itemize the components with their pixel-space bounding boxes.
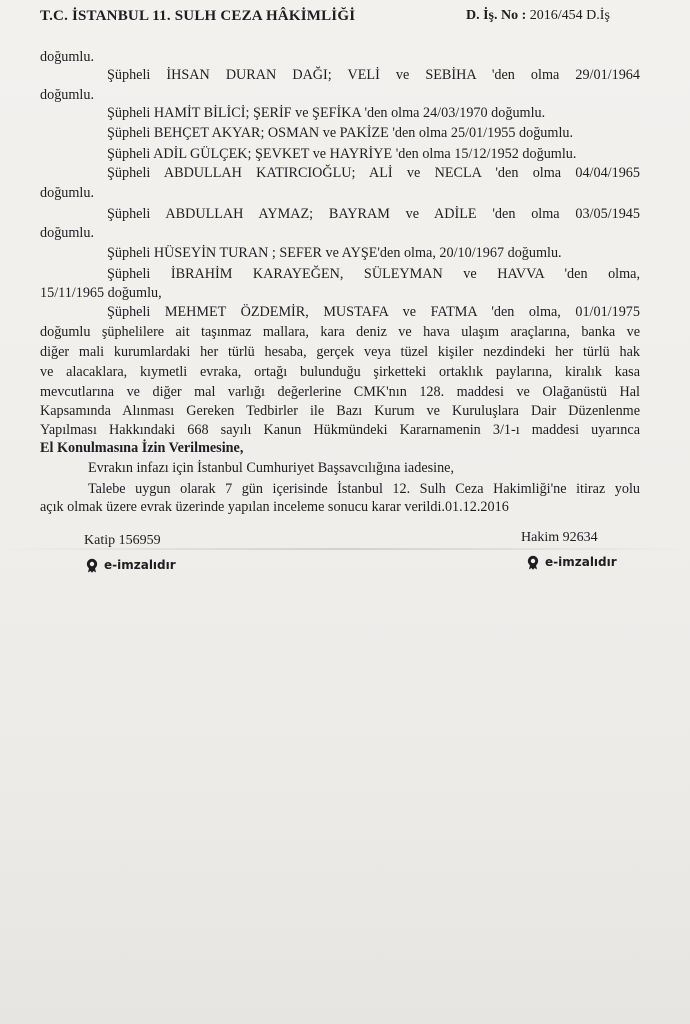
text-line: Şüpheli İHSAN DURAN DAĞI; VELİ ve SEBİHA 'den olma 29/01/1964	[107, 67, 640, 83]
text-line: ve alacaklara, kıymetli evraka, ortağı bulunduğu şirketteki ortaklık paylarına, kiralık kasa	[40, 364, 640, 380]
hakim-e-signature	[525, 554, 617, 570]
seal-icon	[84, 557, 100, 573]
text-line: Şüpheli BEHÇET AKYAR; OSMAN ve PAKİZE 'den olma 25/01/1955 doğumlu.	[107, 125, 574, 141]
text-line: Şüpheli MEHMET ÖZDEMİR, MUSTAFA ve FATMA 'den olma, 01/01/1975	[107, 304, 640, 320]
document-number	[466, 8, 610, 24]
katip-signature: Katip 156959	[84, 533, 161, 548]
text-line: 15/11/1965 doğumlu,	[40, 285, 162, 301]
text-line: Şüpheli ADİL GÜLÇEK; ŞEVKET ve HAYRİYE 'den olma 15/12/1952 doğumlu.	[107, 146, 577, 162]
text-line: Talebe uygun olarak 7 gün içerisinde İstanbul 12. Sulh Ceza Hakimliği'ne itiraz yolu	[88, 481, 640, 497]
text-line: doğumlu.	[40, 49, 94, 65]
document-number-value: 2016/454 D.İş	[529, 8, 610, 23]
text-line: doğumlu şüphelilere ait taşınmaz mallara, kara deniz ve hava ulaşım araçlarına, banka ve	[40, 324, 640, 340]
text-line: Şüpheli ABDULLAH KATIRCIOĞLU; ALİ ve NECLA 'den olma 04/04/1965	[107, 165, 640, 181]
text-line: doğumlu.	[40, 87, 94, 103]
document-header	[40, 8, 650, 28]
decision-heading: El Konulmasına İzin Verilmesine,	[40, 440, 244, 456]
text-line: Şüpheli İBRAHİM KARAYEĞEN, SÜLEYMAN ve HAVVA 'den olma,	[107, 266, 640, 282]
text-line: mevcutlarına ve diğer mal varlığı değerlerine CMK'nın 128. maddesi ve Olağanüstü Hal	[40, 384, 640, 400]
text-line: Şüpheli HAMİT BİLİCİ; ŞERİF ve ŞEFİKA 'den olma 24/03/1970 doğumlu.	[107, 105, 546, 121]
document-number-label: D. İş. No :	[466, 8, 527, 23]
text-line: Yapılması Hakkındaki 668 sayılı Kanun Hükmündeki Kararnamenin 3/1-ı maddesi uyarınca	[40, 422, 640, 438]
hakim-signature: Hakim 92634	[521, 530, 598, 545]
text-line: diğer mali kurumlardaki her türlü hesaba, gerçek veya tüzel kişiler nezdindeki her türlü hak	[40, 344, 640, 360]
text-line: Şüpheli ABDULLAH AYMAZ; BAYRAM ve ADİLE 'den olma 03/05/1945	[107, 206, 640, 222]
text-line: doğumlu.	[40, 225, 94, 241]
katip-e-signature	[84, 557, 176, 573]
text-line: doğumlu.	[40, 185, 94, 201]
text-line: Evrakın infazı için İstanbul Cumhuriyet Başsavcılığına iadesine,	[88, 460, 455, 476]
seal-icon	[525, 554, 541, 570]
seal-text: e-imzalıdır	[104, 558, 176, 572]
court-name: T.C. İSTANBUL 11. SULH CEZA HÂKİMLİĞİ	[40, 8, 356, 24]
text-line: açık olmak üzere evrak üzerinde yapılan inceleme sonucu karar verildi.01.12.2016	[40, 499, 509, 515]
seal-text: e-imzalıdır	[545, 555, 617, 569]
text-line: Şüpheli HÜSEYİN TURAN ; SEFER ve AYŞE'den olma, 20/10/1967 doğumlu.	[107, 245, 562, 261]
text-line: Kapsamında Alınması Gereken Tedbirler ile Bazı Kurum ve Kuruluşlara Dair Düzenlenme	[40, 403, 640, 419]
